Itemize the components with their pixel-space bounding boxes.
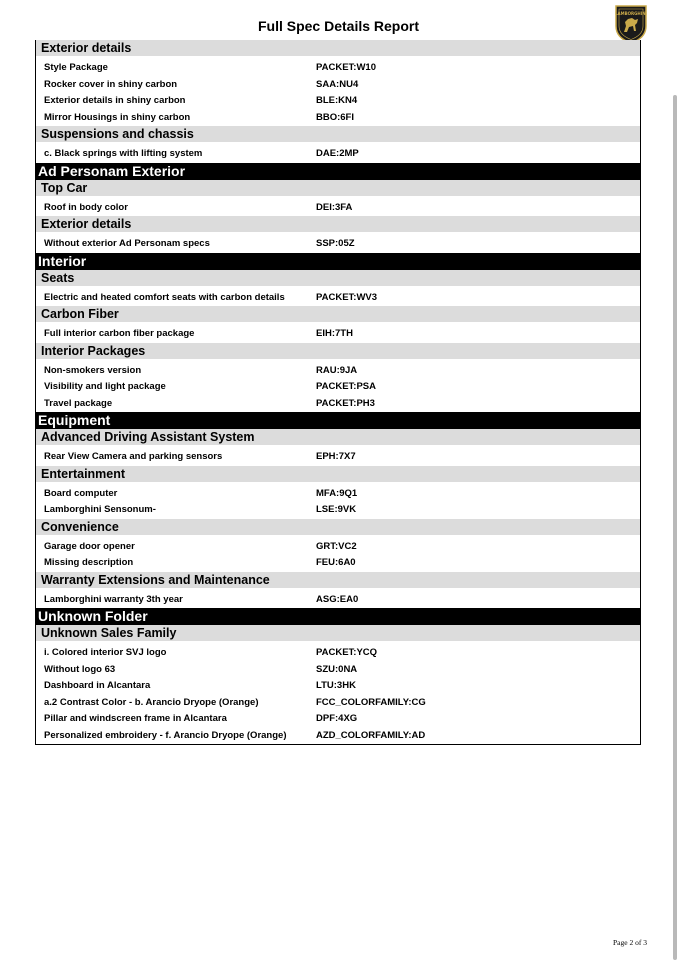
spec-row <box>36 539 640 556</box>
spec-description: Lamborghini Sensonum- <box>44 504 156 515</box>
spec-row <box>36 678 640 695</box>
spec-description: Mirror Housings in shiny carbon <box>44 111 191 123</box>
spec-description: Style Package <box>44 62 108 73</box>
spec-code: SSP:05Z <box>316 238 355 249</box>
spec-row <box>36 93 640 110</box>
spec-code: FCC_COLORFAMILY:CG <box>316 696 426 708</box>
spec-description: c. Black springs with lifting system <box>44 148 203 159</box>
spec-description: Without exterior Ad Personam specs <box>44 238 210 249</box>
spec-code: ASG:EA0 <box>316 593 359 605</box>
spec-row <box>36 236 640 253</box>
spec-table <box>35 40 641 745</box>
spec-description: Board computer <box>44 487 118 499</box>
spec-description: a.2 Contrast Color - b. Arancio Dryope (Orange) <box>44 696 259 708</box>
subsection-header: Top Car <box>36 180 640 196</box>
subsection-header: Warranty Extensions and Maintenance <box>36 572 640 588</box>
spec-description: Rocker cover in shiny carbon <box>44 78 178 90</box>
spec-row <box>36 711 640 728</box>
spec-code: FEU:6A0 <box>316 557 356 568</box>
spec-description: Non-smokers version <box>44 364 142 376</box>
spec-code: PACKET:PSA <box>316 381 376 392</box>
section-header: Interior <box>36 253 640 270</box>
spec-code: RAU:9JA <box>316 364 358 376</box>
spec-code: GRT:VC2 <box>316 540 357 552</box>
spec-description: Roof in body color <box>44 201 128 213</box>
spec-code: PACKET:PH3 <box>316 397 375 409</box>
spec-row <box>36 728 640 745</box>
spec-code: BLE:KN4 <box>316 95 358 106</box>
spec-description: Lamborghini warranty 3th year <box>44 593 183 605</box>
section-header: Ad Personam Exterior <box>36 163 640 180</box>
spec-code: PACKET:WV3 <box>316 291 378 303</box>
spec-row <box>36 363 640 380</box>
spec-code: LTU:3HK <box>316 680 356 691</box>
spec-row <box>36 60 640 77</box>
subsection-header: Interior Packages <box>36 343 640 359</box>
spec-row <box>36 200 640 217</box>
spec-description: i. Colored interior SVJ logo <box>44 647 167 658</box>
spec-row <box>36 502 640 519</box>
spec-description: Rear View Camera and parking sensors <box>44 451 223 462</box>
report-title: Full Spec Details Report <box>257 18 420 34</box>
spec-code: LSE:9VK <box>316 504 357 515</box>
spec-description: Electric and heated comfort seats with carbon details <box>44 291 285 303</box>
page-number: Page 2 of 3 <box>613 938 647 947</box>
spec-code: PACKET:YCQ <box>316 647 378 658</box>
svg-text:LAMBORGHINI: LAMBORGHINI <box>614 11 648 16</box>
subsection-header: Convenience <box>36 519 640 535</box>
spec-row <box>36 326 640 343</box>
spec-code: SZU:0NA <box>316 663 358 675</box>
section-header: Equipment <box>36 412 640 429</box>
subsection-header: Seats <box>36 270 640 286</box>
spec-row <box>36 110 640 127</box>
spec-code: AZD_COLORFAMILY:AD <box>316 729 426 741</box>
spec-code: DPF:4XG <box>316 713 358 724</box>
spec-description: Personalized embroidery - f. Arancio Dryope (Orange) <box>44 729 287 741</box>
spec-row <box>36 555 640 572</box>
subsection-header: Suspensions and chassis <box>36 126 640 142</box>
spec-row <box>36 662 640 679</box>
spec-description: Dashboard in Alcantara <box>44 680 151 691</box>
spec-code: DAE:2MP <box>316 148 359 159</box>
spec-row <box>36 290 640 307</box>
spec-row <box>36 449 640 466</box>
subsection-header: Exterior details <box>36 216 640 232</box>
spec-description: Pillar and windscreen frame in Alcantara <box>44 713 227 724</box>
subsection-header: Entertainment <box>36 466 640 482</box>
spec-code: EIH:7TH <box>316 328 353 339</box>
spec-description: Travel package <box>44 397 113 409</box>
spec-code: BBO:6FI <box>316 111 354 123</box>
spec-row <box>36 486 640 503</box>
spec-row <box>36 77 640 94</box>
spec-row <box>36 146 640 163</box>
spec-description: Full interior carbon fiber package <box>44 328 195 339</box>
spec-row <box>36 396 640 413</box>
subsection-header: Exterior details <box>36 40 640 56</box>
spec-description: Missing description <box>44 557 134 568</box>
spec-row <box>36 379 640 396</box>
spec-description: Visibility and light package <box>44 381 166 392</box>
lamborghini-logo <box>613 4 649 44</box>
spec-code: MFA:9Q1 <box>316 487 358 499</box>
subsection-header: Advanced Driving Assistant System <box>36 429 640 445</box>
subsection-header: Carbon Fiber <box>36 306 640 322</box>
spec-description: Garage door opener <box>44 540 135 552</box>
spec-code: DEI:3FA <box>316 201 353 213</box>
spec-description: Without logo 63 <box>44 663 116 675</box>
spec-code: PACKET:W10 <box>316 62 376 73</box>
spec-row <box>36 695 640 712</box>
subsection-header: Unknown Sales Family <box>36 625 640 641</box>
spec-row <box>36 645 640 662</box>
spec-code: EPH:7X7 <box>316 451 356 462</box>
scrollbar[interactable] <box>673 95 677 960</box>
spec-row <box>36 592 640 609</box>
spec-description: Exterior details in shiny carbon <box>44 95 186 106</box>
section-header: Unknown Folder <box>36 608 640 625</box>
spec-code: SAA:NU4 <box>316 78 359 90</box>
